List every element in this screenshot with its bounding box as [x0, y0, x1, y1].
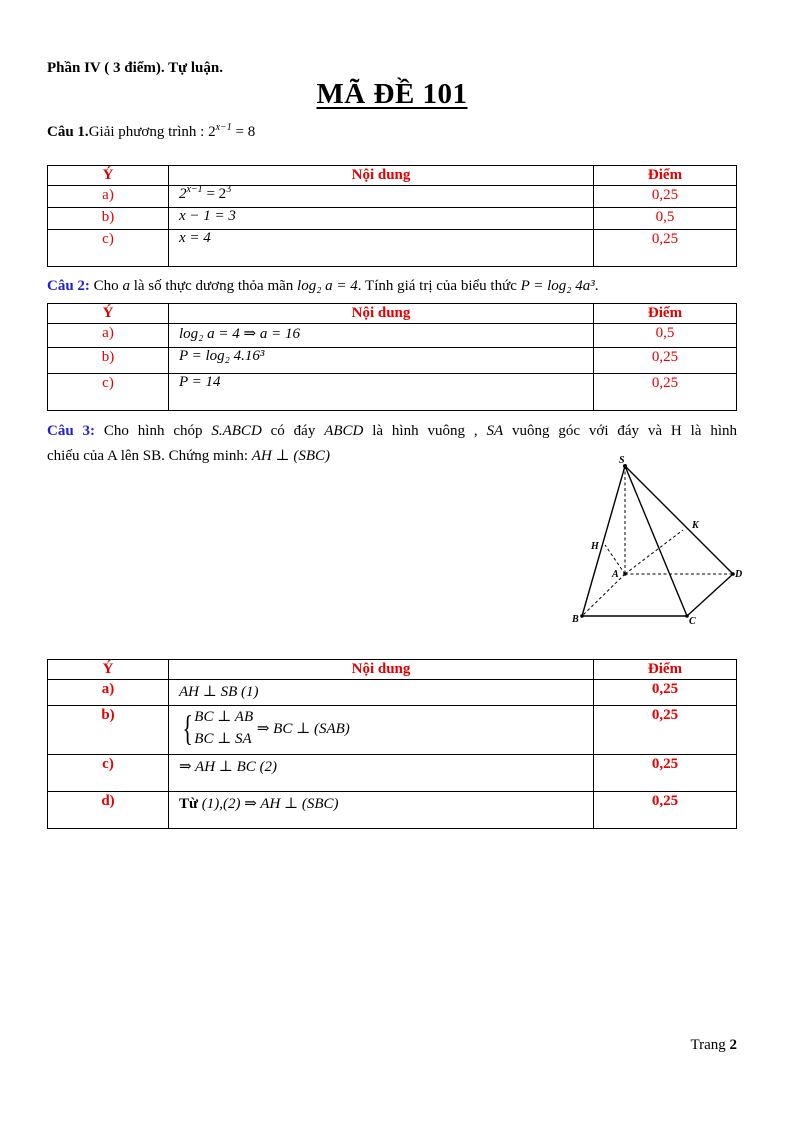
edge-SB [582, 466, 625, 616]
label-B: B [572, 614, 579, 625]
column-header: Ý [48, 304, 169, 324]
item-cell: a) [48, 324, 169, 348]
column-header: Ý [48, 660, 169, 680]
table-row [48, 208, 737, 230]
item-cell: b) [48, 348, 169, 374]
content-text: (1),(2) ⇒ AH ⊥ (SBC) [201, 796, 339, 812]
question-1 [47, 122, 255, 142]
question-3-line-2 [47, 446, 330, 466]
table-header-row [48, 166, 737, 186]
score-cell: 0,5 [594, 208, 737, 230]
content-cell [169, 792, 594, 829]
question-label: Câu 1. [47, 124, 89, 140]
content-cell: x = 4 [169, 230, 594, 267]
content-line: ⇒ BC ⊥ (SAB) [256, 720, 350, 737]
question-text: có đáy [261, 423, 325, 439]
label-A: A [612, 569, 619, 580]
question-text: là số thực dương thỏa mãn [129, 278, 298, 294]
variable: a [122, 278, 130, 294]
question-text: là hình vuông , [363, 423, 487, 439]
column-header: Điểm [594, 660, 737, 680]
item-cell: c) [48, 755, 169, 792]
question-text: vuông góc với đáy và H là hình [503, 423, 737, 439]
score-cell: 0,25 [594, 230, 737, 267]
content-cell: P = log₂ 4.16³ [169, 348, 594, 374]
content-cell: AH ⊥ SB (1) [169, 680, 594, 706]
page-footer [690, 1037, 737, 1054]
content-cell: x − 1 = 3 [169, 208, 594, 230]
answer-table-2 [47, 303, 737, 411]
table-row [48, 230, 737, 267]
exam-code: MÃ ĐỀ 101 [316, 78, 468, 110]
score-cell: 0,5 [594, 324, 737, 348]
score-cell: 0,25 [594, 755, 737, 792]
base-name: ABCD [324, 423, 364, 439]
label-H: H [591, 541, 599, 552]
pyramid-figure [517, 450, 757, 630]
label-C: C [689, 616, 696, 627]
table-row [48, 186, 737, 208]
question-text: chiếu của A lên SB. Chứng minh: [47, 448, 252, 464]
question-label: Câu 2: [47, 278, 90, 294]
column-header: Nội dung [169, 660, 594, 680]
answer-table-1 [47, 165, 737, 267]
content-cell: $2^{x-1} = 2^3$ [169, 186, 594, 208]
edge-CD [687, 574, 733, 616]
question-text: . [594, 278, 599, 294]
column-header: Nội dung [169, 166, 594, 186]
column-header: Điểm [594, 166, 737, 186]
item-cell: a) [48, 186, 169, 208]
item-cell: d) [48, 792, 169, 829]
question-2 [47, 276, 599, 296]
content-cell: P = 14 [169, 374, 594, 411]
column-header: Điểm [594, 304, 737, 324]
pyramid-name: S.ABCD [211, 423, 262, 439]
page-word: Trang [690, 1037, 730, 1053]
score-cell: 0,25 [594, 792, 737, 829]
score-cell: 0,25 [594, 680, 737, 706]
content-cell: ⇒ AH ⊥ BC (2) [169, 755, 594, 792]
part-title: Phần IV ( 3 điểm). Tự luận. [47, 60, 223, 76]
edge-SD [625, 466, 733, 574]
item-cell: b) [48, 706, 169, 755]
page-number: 2 [729, 1037, 737, 1053]
expression: P = log₂ 4a³ [520, 278, 595, 294]
content-cell: log₂ a = 4 ⇒ a = 16 [169, 324, 594, 348]
table-row [48, 706, 737, 755]
column-header: Ý [48, 166, 169, 186]
exam-code-title [47, 78, 737, 111]
content-line: BC ⊥ AB [194, 709, 254, 725]
question-text: Giải phương trình : [88, 124, 209, 140]
condition: log₂ a = 4 [297, 278, 358, 294]
goal-statement: AH ⊥ (SBC) [251, 448, 331, 464]
point-A [623, 572, 627, 576]
score-cell: 0,25 [594, 186, 737, 208]
table-row [48, 755, 737, 792]
item-cell: c) [48, 230, 169, 267]
equation: $2^{x-1} = 8$ [208, 122, 256, 140]
question-3-line-1 [47, 421, 737, 441]
table-row [48, 792, 737, 829]
content-cell: { BC ⊥ AB BC ⊥ SA ⇒ BC ⊥ (SAB) [169, 706, 594, 755]
table-row [48, 374, 737, 411]
table-row [48, 324, 737, 348]
column-header: Nội dung [169, 304, 594, 324]
label-K: K [692, 520, 699, 531]
edge-SC [625, 466, 687, 616]
score-cell: 0,25 [594, 348, 737, 374]
score-cell: 0,25 [594, 374, 737, 411]
label-S: S [619, 455, 625, 466]
item-cell: a) [48, 680, 169, 706]
table-header-row [48, 660, 737, 680]
answer-table-3 [47, 659, 737, 829]
edge-name: SA [486, 423, 504, 439]
question-text: Cho hình chóp [95, 423, 212, 439]
item-cell: c) [48, 374, 169, 411]
question-text: Cho [89, 278, 123, 294]
label-D: D [735, 569, 743, 580]
score-cell: 0,25 [594, 706, 737, 755]
content-prefix: Từ [179, 796, 202, 812]
question-text: . Tính giá trị của biểu thức [357, 278, 521, 294]
point-B [580, 614, 584, 618]
question-label: Câu 3: [47, 423, 96, 439]
item-cell: b) [48, 208, 169, 230]
content-line: BC ⊥ SA [194, 731, 252, 747]
table-row [48, 680, 737, 706]
table-row [48, 348, 737, 374]
table-header-row [48, 304, 737, 324]
